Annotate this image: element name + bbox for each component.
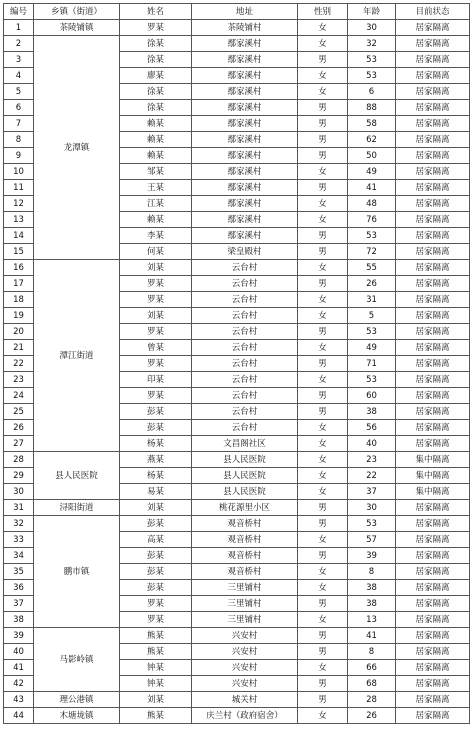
name-cell: 何某 xyxy=(120,244,192,260)
status-cell: 居家隔离 xyxy=(396,404,470,420)
row-number-cell: 44 xyxy=(4,708,34,724)
status-cell: 居家隔离 xyxy=(396,708,470,724)
address-cell: 三里铺村 xyxy=(192,596,298,612)
age-cell: 55 xyxy=(348,260,396,276)
header-address: 地址 xyxy=(192,4,298,20)
township-cell: 浔阳街道 xyxy=(34,500,120,516)
name-cell: 赖某 xyxy=(120,116,192,132)
sex-cell: 女 xyxy=(298,340,348,356)
age-cell: 13 xyxy=(348,612,396,628)
address-cell: 鄢家溪村 xyxy=(192,212,298,228)
row-number-cell: 38 xyxy=(4,612,34,628)
sex-cell: 男 xyxy=(298,180,348,196)
name-cell: 易某 xyxy=(120,484,192,500)
name-cell: 钟某 xyxy=(120,660,192,676)
status-cell: 居家隔离 xyxy=(396,68,470,84)
age-cell: 49 xyxy=(348,164,396,180)
status-cell: 居家隔离 xyxy=(396,692,470,708)
status-cell: 居家隔离 xyxy=(396,228,470,244)
name-cell: 罗某 xyxy=(120,388,192,404)
sex-cell: 女 xyxy=(298,292,348,308)
sex-cell: 男 xyxy=(298,628,348,644)
address-cell: 云台村 xyxy=(192,372,298,388)
age-cell: 53 xyxy=(348,68,396,84)
row-number-cell: 5 xyxy=(4,84,34,100)
name-cell: 罗某 xyxy=(120,292,192,308)
age-cell: 23 xyxy=(348,452,396,468)
sex-cell: 男 xyxy=(298,276,348,292)
age-cell: 28 xyxy=(348,692,396,708)
status-cell: 居家隔离 xyxy=(396,52,470,68)
address-cell: 鄢家溪村 xyxy=(192,148,298,164)
age-cell: 6 xyxy=(348,84,396,100)
row-number-cell: 34 xyxy=(4,548,34,564)
sex-cell: 女 xyxy=(298,20,348,36)
status-cell: 居家隔离 xyxy=(396,644,470,660)
row-number-cell: 35 xyxy=(4,564,34,580)
isolation-roster-table xyxy=(3,3,470,724)
status-cell: 集中隔离 xyxy=(396,468,470,484)
row-number-cell: 40 xyxy=(4,644,34,660)
header-sex: 性别 xyxy=(298,4,348,20)
name-cell: 江某 xyxy=(120,196,192,212)
status-cell: 居家隔离 xyxy=(396,36,470,52)
sex-cell: 女 xyxy=(298,212,348,228)
status-cell: 居家隔离 xyxy=(396,116,470,132)
name-cell: 罗某 xyxy=(120,324,192,340)
row-number-cell: 7 xyxy=(4,116,34,132)
sex-cell: 男 xyxy=(298,676,348,692)
name-cell: 杨某 xyxy=(120,436,192,452)
address-cell: 鄢家溪村 xyxy=(192,84,298,100)
address-cell: 鄢家溪村 xyxy=(192,116,298,132)
table-row xyxy=(4,628,470,644)
sex-cell: 女 xyxy=(298,532,348,548)
sex-cell: 男 xyxy=(298,52,348,68)
status-cell: 居家隔离 xyxy=(396,324,470,340)
sex-cell: 女 xyxy=(298,84,348,100)
table-row xyxy=(4,260,470,276)
address-cell: 鄢家溪村 xyxy=(192,68,298,84)
row-number-cell: 2 xyxy=(4,36,34,52)
table-row xyxy=(4,500,470,516)
name-cell: 曾某 xyxy=(120,340,192,356)
age-cell: 30 xyxy=(348,20,396,36)
name-cell: 徐某 xyxy=(120,36,192,52)
address-cell: 桃花源里小区 xyxy=(192,500,298,516)
address-cell: 县人民医院 xyxy=(192,452,298,468)
status-cell: 居家隔离 xyxy=(396,292,470,308)
status-cell: 居家隔离 xyxy=(396,180,470,196)
age-cell: 62 xyxy=(348,132,396,148)
row-number-cell: 13 xyxy=(4,212,34,228)
row-number-cell: 29 xyxy=(4,468,34,484)
address-cell: 云台村 xyxy=(192,308,298,324)
name-cell: 刘某 xyxy=(120,308,192,324)
address-cell: 鄢家溪村 xyxy=(192,36,298,52)
sex-cell: 男 xyxy=(298,148,348,164)
name-cell: 刘某 xyxy=(120,260,192,276)
status-cell: 居家隔离 xyxy=(396,532,470,548)
address-cell: 鄢家溪村 xyxy=(192,132,298,148)
sex-cell: 女 xyxy=(298,372,348,388)
age-cell: 58 xyxy=(348,116,396,132)
township-cell: 龙潭镇 xyxy=(34,36,120,260)
name-cell: 罗某 xyxy=(120,612,192,628)
age-cell: 53 xyxy=(348,516,396,532)
address-cell: 三里铺村 xyxy=(192,612,298,628)
status-cell: 集中隔离 xyxy=(396,484,470,500)
address-cell: 云台村 xyxy=(192,340,298,356)
age-cell: 22 xyxy=(348,468,396,484)
name-cell: 李某 xyxy=(120,228,192,244)
age-cell: 53 xyxy=(348,324,396,340)
address-cell: 云台村 xyxy=(192,292,298,308)
age-cell: 39 xyxy=(348,548,396,564)
age-cell: 72 xyxy=(348,244,396,260)
sex-cell: 女 xyxy=(298,452,348,468)
name-cell: 熊某 xyxy=(120,628,192,644)
status-cell: 居家隔离 xyxy=(396,132,470,148)
status-cell: 居家隔离 xyxy=(396,276,470,292)
name-cell: 熊某 xyxy=(120,644,192,660)
sex-cell: 女 xyxy=(298,580,348,596)
status-cell: 居家隔离 xyxy=(396,196,470,212)
roster-table-container xyxy=(3,3,469,724)
table-body xyxy=(4,20,470,724)
sex-cell: 男 xyxy=(298,324,348,340)
address-cell: 庆兰村（政府宿舍） xyxy=(192,708,298,724)
age-cell: 76 xyxy=(348,212,396,228)
name-cell: 高某 xyxy=(120,532,192,548)
status-cell: 居家隔离 xyxy=(396,580,470,596)
row-number-cell: 4 xyxy=(4,68,34,84)
row-number-cell: 21 xyxy=(4,340,34,356)
table-row xyxy=(4,516,470,532)
age-cell: 41 xyxy=(348,628,396,644)
status-cell: 居家隔离 xyxy=(396,260,470,276)
name-cell: 杨某 xyxy=(120,468,192,484)
sex-cell: 男 xyxy=(298,132,348,148)
sex-cell: 女 xyxy=(298,164,348,180)
row-number-cell: 24 xyxy=(4,388,34,404)
name-cell: 罗某 xyxy=(120,596,192,612)
header-name: 姓名 xyxy=(120,4,192,20)
status-cell: 居家隔离 xyxy=(396,372,470,388)
status-cell: 居家隔离 xyxy=(396,548,470,564)
row-number-cell: 23 xyxy=(4,372,34,388)
age-cell: 53 xyxy=(348,372,396,388)
header-status: 目前状态 xyxy=(396,4,470,20)
status-cell: 居家隔离 xyxy=(396,164,470,180)
name-cell: 彭某 xyxy=(120,404,192,420)
status-cell: 居家隔离 xyxy=(396,308,470,324)
row-number-cell: 9 xyxy=(4,148,34,164)
address-cell: 鄢家溪村 xyxy=(192,228,298,244)
name-cell: 罗某 xyxy=(120,356,192,372)
sex-cell: 男 xyxy=(298,596,348,612)
name-cell: 廖某 xyxy=(120,68,192,84)
address-cell: 鄢家溪村 xyxy=(192,180,298,196)
table-row xyxy=(4,708,470,724)
address-cell: 兴安村 xyxy=(192,628,298,644)
row-number-cell: 41 xyxy=(4,660,34,676)
sex-cell: 女 xyxy=(298,308,348,324)
status-cell: 居家隔离 xyxy=(396,356,470,372)
row-number-cell: 19 xyxy=(4,308,34,324)
sex-cell: 男 xyxy=(298,388,348,404)
age-cell: 8 xyxy=(348,564,396,580)
table-row xyxy=(4,20,470,36)
status-cell: 居家隔离 xyxy=(396,564,470,580)
address-cell: 云台村 xyxy=(192,324,298,340)
status-cell: 居家隔离 xyxy=(396,660,470,676)
row-number-cell: 33 xyxy=(4,532,34,548)
age-cell: 5 xyxy=(348,308,396,324)
sex-cell: 女 xyxy=(298,612,348,628)
age-cell: 48 xyxy=(348,196,396,212)
age-cell: 26 xyxy=(348,276,396,292)
name-cell: 钟某 xyxy=(120,676,192,692)
name-cell: 彭某 xyxy=(120,580,192,596)
header-row xyxy=(4,4,470,20)
sex-cell: 男 xyxy=(298,404,348,420)
status-cell: 居家隔离 xyxy=(396,388,470,404)
address-cell: 兴安村 xyxy=(192,660,298,676)
name-cell: 燕某 xyxy=(120,452,192,468)
address-cell: 云台村 xyxy=(192,260,298,276)
address-cell: 梁皇殿村 xyxy=(192,244,298,260)
age-cell: 53 xyxy=(348,52,396,68)
age-cell: 71 xyxy=(348,356,396,372)
row-number-cell: 30 xyxy=(4,484,34,500)
row-number-cell: 36 xyxy=(4,580,34,596)
age-cell: 32 xyxy=(348,36,396,52)
header-township: 乡镇（街道） xyxy=(34,4,120,20)
sex-cell: 男 xyxy=(298,644,348,660)
township-cell: 鹏市镇 xyxy=(34,516,120,628)
sex-cell: 男 xyxy=(298,516,348,532)
name-cell: 印某 xyxy=(120,372,192,388)
header-number: 编号 xyxy=(4,4,34,20)
address-cell: 观音桥村 xyxy=(192,532,298,548)
name-cell: 彭某 xyxy=(120,420,192,436)
name-cell: 罗某 xyxy=(120,20,192,36)
age-cell: 88 xyxy=(348,100,396,116)
township-cell: 理公港镇 xyxy=(34,692,120,708)
row-number-cell: 11 xyxy=(4,180,34,196)
row-number-cell: 16 xyxy=(4,260,34,276)
name-cell: 徐某 xyxy=(120,52,192,68)
township-cell: 潭江街道 xyxy=(34,260,120,452)
address-cell: 鄢家溪村 xyxy=(192,196,298,212)
name-cell: 熊某 xyxy=(120,708,192,724)
age-cell: 66 xyxy=(348,660,396,676)
township-cell: 县人民医院 xyxy=(34,452,120,500)
address-cell: 云台村 xyxy=(192,276,298,292)
status-cell: 居家隔离 xyxy=(396,20,470,36)
row-number-cell: 32 xyxy=(4,516,34,532)
row-number-cell: 17 xyxy=(4,276,34,292)
age-cell: 49 xyxy=(348,340,396,356)
age-cell: 37 xyxy=(348,484,396,500)
address-cell: 县人民医院 xyxy=(192,484,298,500)
age-cell: 8 xyxy=(348,644,396,660)
name-cell: 彭某 xyxy=(120,548,192,564)
address-cell: 文昌阁社区 xyxy=(192,436,298,452)
row-number-cell: 15 xyxy=(4,244,34,260)
row-number-cell: 8 xyxy=(4,132,34,148)
address-cell: 云台村 xyxy=(192,356,298,372)
sex-cell: 男 xyxy=(298,100,348,116)
address-cell: 云台村 xyxy=(192,404,298,420)
address-cell: 鄢家溪村 xyxy=(192,52,298,68)
status-cell: 居家隔离 xyxy=(396,212,470,228)
address-cell: 云台村 xyxy=(192,420,298,436)
sex-cell: 女 xyxy=(298,260,348,276)
address-cell: 观音桥村 xyxy=(192,548,298,564)
age-cell: 38 xyxy=(348,596,396,612)
row-number-cell: 12 xyxy=(4,196,34,212)
name-cell: 邹某 xyxy=(120,164,192,180)
row-number-cell: 25 xyxy=(4,404,34,420)
address-cell: 鄢家溪村 xyxy=(192,100,298,116)
table-row xyxy=(4,452,470,468)
age-cell: 68 xyxy=(348,676,396,692)
address-cell: 茶陵铺村 xyxy=(192,20,298,36)
name-cell: 罗某 xyxy=(120,276,192,292)
row-number-cell: 37 xyxy=(4,596,34,612)
row-number-cell: 22 xyxy=(4,356,34,372)
name-cell: 王某 xyxy=(120,180,192,196)
name-cell: 彭某 xyxy=(120,516,192,532)
name-cell: 徐某 xyxy=(120,84,192,100)
row-number-cell: 26 xyxy=(4,420,34,436)
status-cell: 居家隔离 xyxy=(396,340,470,356)
status-cell: 居家隔离 xyxy=(396,516,470,532)
name-cell: 刘某 xyxy=(120,692,192,708)
sex-cell: 男 xyxy=(298,500,348,516)
row-number-cell: 20 xyxy=(4,324,34,340)
status-cell: 居家隔离 xyxy=(396,500,470,516)
address-cell: 兴安村 xyxy=(192,644,298,660)
address-cell: 鄢家溪村 xyxy=(192,164,298,180)
name-cell: 刘某 xyxy=(120,500,192,516)
address-cell: 观音桥村 xyxy=(192,516,298,532)
row-number-cell: 1 xyxy=(4,20,34,36)
age-cell: 50 xyxy=(348,148,396,164)
row-number-cell: 43 xyxy=(4,692,34,708)
row-number-cell: 6 xyxy=(4,100,34,116)
sex-cell: 女 xyxy=(298,564,348,580)
status-cell: 居家隔离 xyxy=(396,244,470,260)
status-cell: 居家隔离 xyxy=(396,420,470,436)
status-cell: 居家隔离 xyxy=(396,436,470,452)
sex-cell: 女 xyxy=(298,484,348,500)
row-number-cell: 28 xyxy=(4,452,34,468)
age-cell: 40 xyxy=(348,436,396,452)
table-row xyxy=(4,692,470,708)
row-number-cell: 31 xyxy=(4,500,34,516)
status-cell: 居家隔离 xyxy=(396,596,470,612)
township-cell: 木塘垅镇 xyxy=(34,708,120,724)
row-number-cell: 18 xyxy=(4,292,34,308)
status-cell: 集中隔离 xyxy=(396,452,470,468)
row-number-cell: 27 xyxy=(4,436,34,452)
row-number-cell: 10 xyxy=(4,164,34,180)
sex-cell: 女 xyxy=(298,420,348,436)
age-cell: 53 xyxy=(348,228,396,244)
age-cell: 56 xyxy=(348,420,396,436)
age-cell: 31 xyxy=(348,292,396,308)
address-cell: 云台村 xyxy=(192,388,298,404)
township-cell: 茶陵铺镇 xyxy=(34,20,120,36)
sex-cell: 男 xyxy=(298,692,348,708)
address-cell: 三里铺村 xyxy=(192,580,298,596)
sex-cell: 男 xyxy=(298,356,348,372)
age-cell: 38 xyxy=(348,404,396,420)
sex-cell: 男 xyxy=(298,548,348,564)
address-cell: 观音桥村 xyxy=(192,564,298,580)
header-age: 年龄 xyxy=(348,4,396,20)
name-cell: 赖某 xyxy=(120,132,192,148)
age-cell: 26 xyxy=(348,708,396,724)
status-cell: 居家隔离 xyxy=(396,676,470,692)
sex-cell: 男 xyxy=(298,228,348,244)
row-number-cell: 3 xyxy=(4,52,34,68)
age-cell: 60 xyxy=(348,388,396,404)
sex-cell: 女 xyxy=(298,68,348,84)
status-cell: 居家隔离 xyxy=(396,612,470,628)
age-cell: 30 xyxy=(348,500,396,516)
age-cell: 57 xyxy=(348,532,396,548)
address-cell: 兴安村 xyxy=(192,676,298,692)
sex-cell: 女 xyxy=(298,436,348,452)
address-cell: 县人民医院 xyxy=(192,468,298,484)
status-cell: 居家隔离 xyxy=(396,148,470,164)
table-row xyxy=(4,36,470,52)
sex-cell: 男 xyxy=(298,244,348,260)
age-cell: 41 xyxy=(348,180,396,196)
sex-cell: 女 xyxy=(298,660,348,676)
age-cell: 38 xyxy=(348,580,396,596)
sex-cell: 男 xyxy=(298,116,348,132)
sex-cell: 女 xyxy=(298,708,348,724)
name-cell: 彭某 xyxy=(120,564,192,580)
sex-cell: 女 xyxy=(298,36,348,52)
row-number-cell: 42 xyxy=(4,676,34,692)
address-cell: 城关村 xyxy=(192,692,298,708)
row-number-cell: 39 xyxy=(4,628,34,644)
township-cell: 马影岭镇 xyxy=(34,628,120,692)
name-cell: 徐某 xyxy=(120,100,192,116)
status-cell: 居家隔离 xyxy=(396,100,470,116)
name-cell: 赖某 xyxy=(120,148,192,164)
status-cell: 居家隔离 xyxy=(396,628,470,644)
status-cell: 居家隔离 xyxy=(396,84,470,100)
name-cell: 赖某 xyxy=(120,212,192,228)
table-header xyxy=(4,4,470,20)
sex-cell: 女 xyxy=(298,196,348,212)
row-number-cell: 14 xyxy=(4,228,34,244)
sex-cell: 女 xyxy=(298,468,348,484)
